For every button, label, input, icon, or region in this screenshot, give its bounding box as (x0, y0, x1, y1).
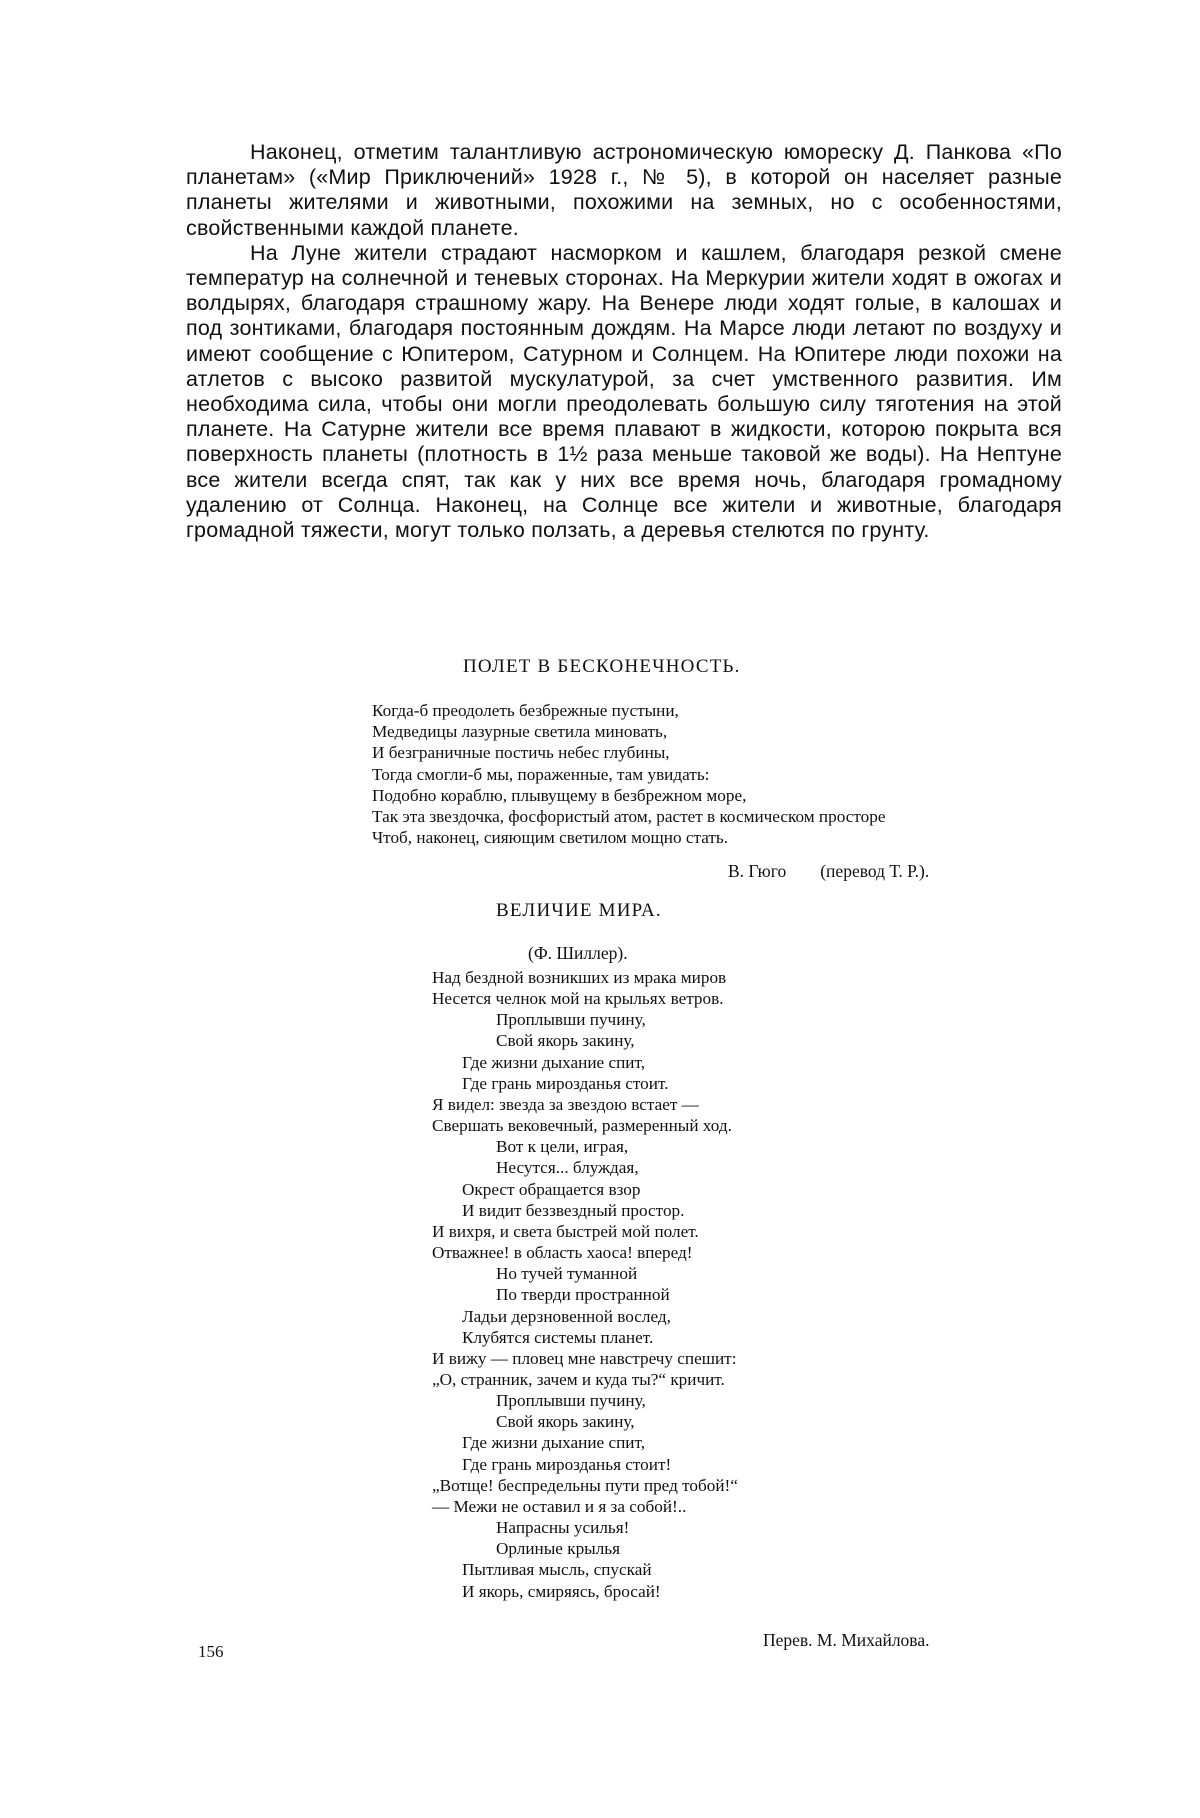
poem-line: Свой якорь закину, (496, 1412, 635, 1432)
poem-line: Подобно кораблю, плывущему в безбрежном море, (372, 785, 747, 805)
poem-line: Чтоб, наконец, сияющим светилом мощно стать. (372, 828, 729, 848)
poem-line: Когда-б преодолеть безбрежные пустыни, (372, 701, 679, 720)
poem-line: Я видел: звезда за звездою встает — (432, 1094, 699, 1114)
poem-line: И якорь, смиряясь, бросай! (462, 1581, 661, 1601)
prose-section (186, 140, 1062, 543)
poem-line: По тверди пространной (496, 1285, 670, 1305)
poem-line: — Межи не оставил и я за собой!.. (432, 1496, 687, 1516)
poem-line: Где грань мирозданья стоит! (462, 1454, 672, 1474)
poem-title-flight: ПОЛЕТ В БЕСКОНЕЧНОСТЬ. (463, 656, 741, 677)
poem-line: Над бездной возникших из мрака миров (432, 968, 727, 987)
poem-line: Где грань мирозданья стоит. (462, 1073, 669, 1093)
poem-flight-attribution (728, 861, 929, 882)
poem-line: Пытливая мысль, спускай (462, 1560, 652, 1580)
poem-line: Тогда смогли-б мы, пораженные, там увидать: (372, 764, 710, 784)
poem-title-greatness: ВЕЛИЧИЕ МИРА. (496, 900, 662, 921)
poem-line: Но тучей туманной (496, 1264, 638, 1284)
poem-greatness (432, 967, 738, 1602)
paragraph-intro: Наконец, отметим талантливую астрономическую юмореску Д. Панкова «По планетам» («Мир Приключений» 1928 г., № 5), в которой он населяет разные планеты жителями и животными, похожими на земных, но с особенностями, свойственными каждой планете. (186, 140, 1062, 240)
poem-line: И видит беззвездный простор. (462, 1200, 685, 1220)
paragraph-planets: На Луне жители страдают насморком и кашлем, благодаря резкой смене температур на солнечной и теневых сторонах. На Меркурии жители ходят в ожогах и волдырях, благодаря страшному жару. На Венере люди ходят голые, в калошах и под зонтиками, благодаря постоянным дождям. На Марсе люди летают по воздуху и имеют сообщение с Юпитером, Сатурном и Солнцем. На Юпитере люди похожи на атлетов с высоко развитой мускулатурой, за счет умственного развития. Им необходима сила, чтобы они могли преодолевать большую силу тяготения на этой планете. На Сатурне жители все время плавают в жидкости, которою покрыта вся поверхность планеты (плотность в 1½ раза меньше таковой же воды). На Нептуне все жители всегда спят, так как у них все время ночь, благодаря громадному удалению от Солнца. Наконец, на Солнце все жители и животные, благодаря громадной тяжести, могут только ползать, а деревья стелются по грунту. (186, 240, 1062, 543)
poem-line: Отважнее! в область хаоса! вперед! (432, 1243, 693, 1263)
poem-line: Вот к цели, играя, (496, 1137, 629, 1157)
poem-line: Свершать вековечный, размеренный ход. (432, 1116, 732, 1136)
poem-line: Где жизни дыхание спит, (462, 1052, 646, 1072)
poem-line: Ладьи дерзновенной вослед, (462, 1306, 671, 1326)
poem-line: Несутся... блуждая, (496, 1158, 639, 1178)
poem-line: Несется челнок мой на крыльях ветров. (432, 989, 724, 1009)
poem-flight (372, 700, 885, 848)
poem-line: Где жизни дыхание спит, (462, 1433, 646, 1453)
poem-line: Свой якорь закину, (496, 1031, 635, 1051)
poem-line: Напрасны усилья! (496, 1518, 630, 1538)
poem-author: В. Гюго (728, 861, 787, 881)
poem-line: Проплывши пучину, (496, 1391, 646, 1411)
poem-line: „Вотще! беспредельны пути пред тобой!“ (432, 1475, 738, 1495)
poem-greatness-translator: Перев. М. Михайлова. (763, 1630, 930, 1650)
poem-line: Проплывши пучину, (496, 1010, 646, 1030)
poem-line: И безграничные постичь небес глубины, (372, 743, 670, 763)
poem-line: Клубятся системы планет. (462, 1327, 654, 1347)
page-number: 156 (198, 1642, 224, 1661)
poem-line: „О, странник, зачем и куда ты?“ кричит. (432, 1369, 725, 1389)
poem-line: Орлиные крылья (496, 1539, 621, 1559)
poem-author: (Ф. Шиллер). (528, 943, 628, 963)
poem-translator: (перевод Т. Р.). (820, 861, 930, 881)
poem-line: Окрест обращается взор (462, 1179, 641, 1199)
poem-line: И вижу — пловец мне навстречу спешит: (432, 1348, 737, 1368)
poem-line: Медведицы лазурные светила миновать, (372, 722, 668, 742)
poem-line: И вихря, и света быстрей мой полет. (432, 1221, 699, 1241)
poem-line: Так эта звездочка, фосфористый атом, растет в космическом просторе (372, 807, 886, 827)
